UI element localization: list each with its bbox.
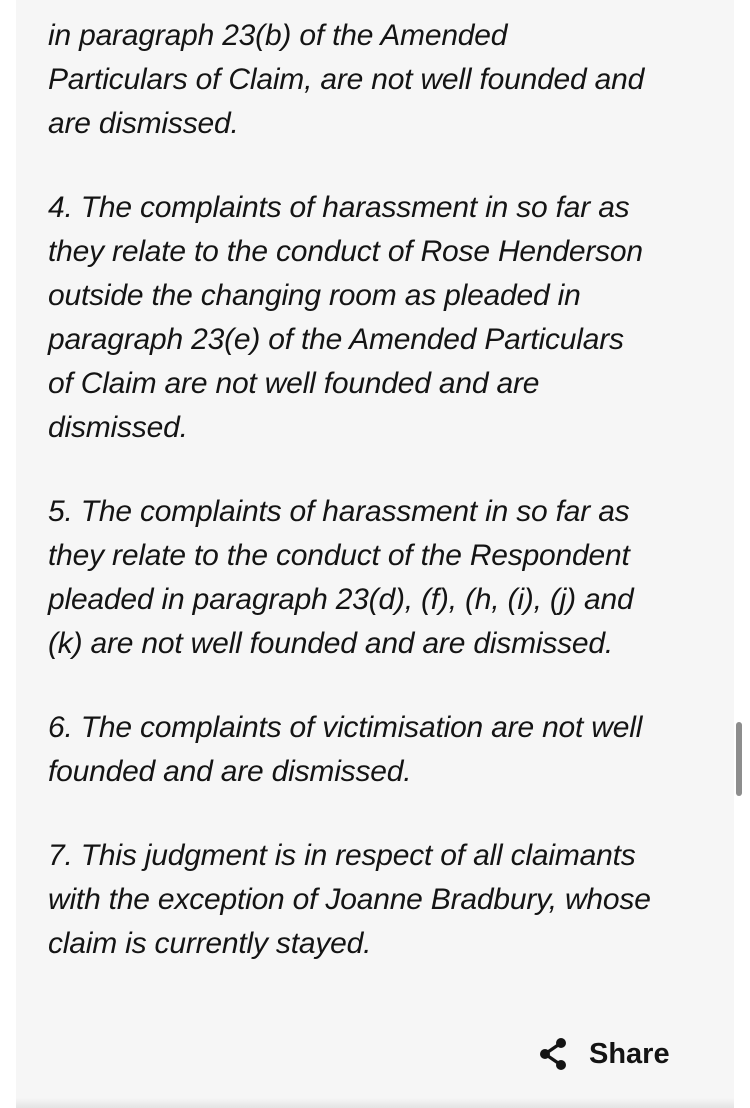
share-button[interactable] (537, 1034, 670, 1074)
paragraph-7: 7. This judgment is in respect of all claimants with the exception of Joanne Bradbury, whose claim is currently stayed. (48, 839, 651, 960)
judgment-quote (48, 14, 720, 1006)
paragraph-3-continued: in paragraph 23(b) of the Amended Particulars of Claim, are not well founded and are dismissed. (48, 19, 645, 140)
paragraph-6: 6. The complaints of victimisation are not well founded and are dismissed. (48, 711, 643, 788)
paragraph-5: 5. The complaints of harassment in so far as they relate to the conduct of the Respondent pleaded in paragraph 23(d), (f), (h, (i), (j) and (k) are not well founded and are dismissed. (48, 495, 634, 660)
share-icon (537, 1037, 569, 1071)
quote-card (16, 0, 734, 1108)
paragraph-4: 4. The complaints of harassment in so far as they relate to the conduct of Rose Henderson outside the changing room as pleaded in paragraph 23(e) of the Amended Particulars of Claim are not well founded and are dismissed. (48, 191, 643, 444)
scrollbar[interactable] (736, 722, 742, 796)
share-label: Share (589, 1037, 670, 1070)
card-bottom-edge (16, 1098, 734, 1108)
